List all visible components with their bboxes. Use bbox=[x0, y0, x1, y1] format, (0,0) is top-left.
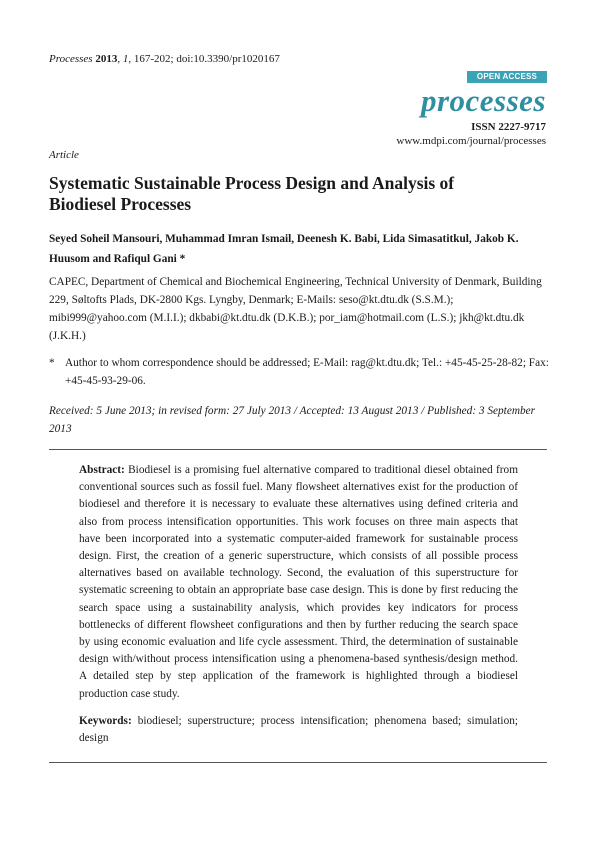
abstract-label: Abstract: bbox=[79, 464, 125, 476]
authors: Seyed Soheil Mansouri, Muhammad Imran Ismail, Deenesh K. Babi, Lida Simasatitkul, Jakob K. Huusom and Rafiqul Gani * bbox=[49, 233, 519, 265]
citation-line: Processes 2013, 1, 167-202; doi:10.3390/pr1020167 bbox=[49, 53, 280, 65]
correspondence-text: Author to whom correspondence should be addressed; E-Mail: rag@kt.dtu.dk; Tel.: +45-45-25-28-82; Fax: +45-45-93-29-06. bbox=[65, 357, 549, 387]
affiliation: CAPEC, Department of Chemical and Biochemical Engineering, Technical University of Denmark, Building 229, Søltofts Plads, DK-2800 Kgs. Lyngby, Denmark; E-Mails: seso@kt.dtu.dk (S.S.M.); mibi999@yahoo.com (M.I.I.); dkbabi@kt.dtu.dk (D.K.B.); por_iam@hotmail.com (L.S.); jkh@kt.dtu.dk (J.K.H.) bbox=[49, 276, 542, 342]
correspondence-mark: * bbox=[49, 357, 55, 369]
publication-dates: Received: 5 June 2013; in revised form: 27 July 2013 / Accepted: 13 August 2013 / Published: 3 September 2013 bbox=[49, 405, 536, 435]
citation-pages-doi: , 167-202; doi:10.3390/pr1020167 bbox=[128, 53, 280, 65]
citation-volume: 1 bbox=[122, 53, 129, 65]
abstract-text: Biodiesel is a promising fuel alternative compared to traditional diesel obtained from conventional sources such as fossil fuel. Many flowsheet alternatives exist for the production of biodiesel and therefore it is necessary to evaluate these alternatives using defined criteria and also from process intensification opportunities. This work focuses on three main aspects that have been incorporated into a systematic computer-aided framework for sustainable process design. First, the creation of a generic superstructure, which consists of all possible process alternatives based on available technology. Second, the evaluation of this superstructure for systematic screening to obtain an appropriate base case design. This is done by first reducing the search space using a sustainability analysis, which provides key indicators for process bottlenecks of different flowsheet configurations and then by further reducing the search space by using economic evaluation and life cycle assessment. Third, the determination of sustainable design with/without process intensification using a phenomena-based synthesis/design method. A detailed step by step application of the framework is highlighted through a biodiesel production case study. bbox=[79, 464, 518, 700]
article-type: Article bbox=[49, 149, 79, 161]
journal-url[interactable]: www.mdpi.com/journal/processes bbox=[396, 135, 546, 147]
citation-year: 2013 bbox=[95, 53, 118, 65]
journal-logo: processes bbox=[420, 83, 546, 118]
journal-name: Processes bbox=[49, 53, 93, 65]
open-access-badge: OPEN ACCESS bbox=[467, 71, 547, 83]
issn: ISSN 2227-9717 bbox=[471, 121, 546, 133]
keywords bbox=[79, 713, 518, 747]
abstract bbox=[79, 462, 518, 703]
paper-title: Systematic Sustainable Process Design and Analysis of Biodiesel Processes bbox=[49, 173, 455, 214]
correspondence-note bbox=[49, 354, 549, 390]
divider-bottom bbox=[49, 762, 547, 763]
keywords-label: Keywords: bbox=[79, 715, 132, 727]
keywords-text: biodiesel; superstructure; process intensification; phenomena based; simulation; design bbox=[79, 715, 518, 745]
divider-top bbox=[49, 449, 547, 450]
